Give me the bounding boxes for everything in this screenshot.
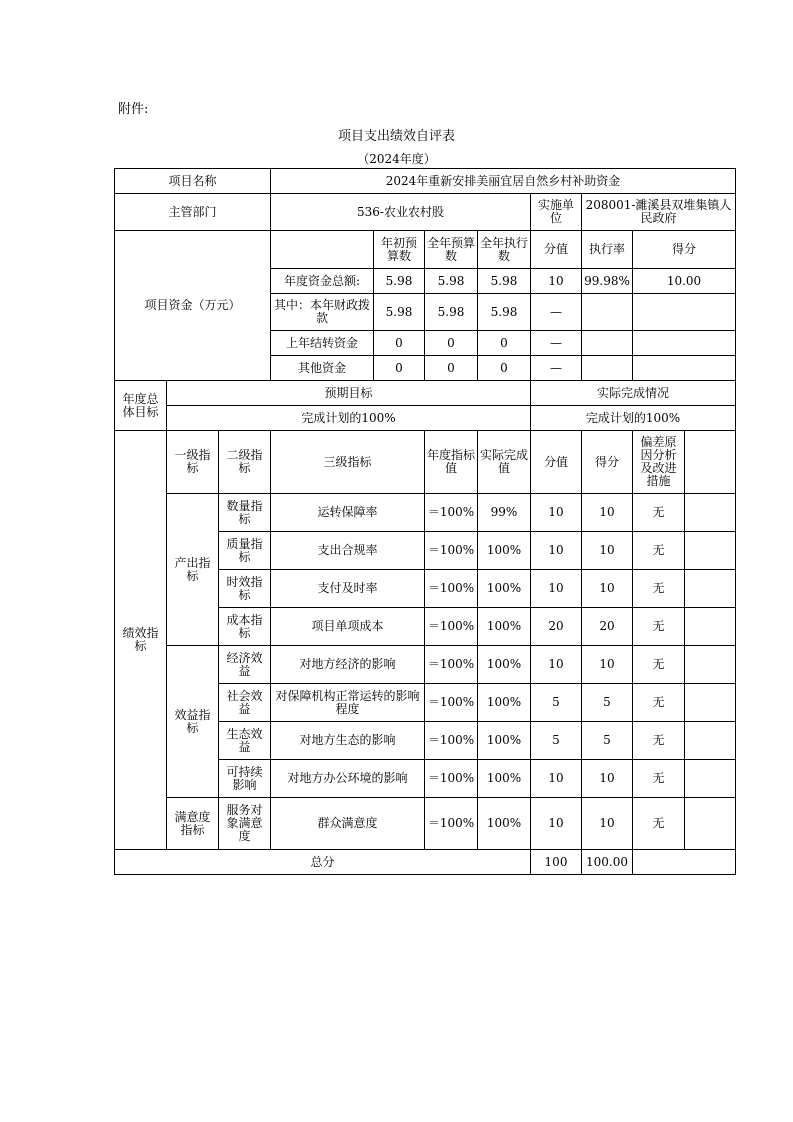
dept-value: 536-农业农村股 [271,194,531,231]
perf-target: ＝100% [425,684,478,722]
funds-row-name: 年度资金总额: [271,269,374,294]
funds-header-score-value: 分值 [531,231,582,269]
perf-header-level3: 三级指标 [271,431,425,494]
perf-target: ＝100% [425,608,478,646]
funds-header-rate: 执行率 [582,231,633,269]
perf-note: 无 [633,608,685,646]
funds-header-row [115,231,736,269]
attachment-label: 附件: [118,102,149,117]
perf-score-value: 20 [531,608,582,646]
perf-l2: 时效指标 [219,570,271,608]
funds-header-budget-year: 全年预算数 [425,231,478,269]
perf-actual: 99% [478,494,531,532]
perf-score-value: 10 [531,532,582,570]
year-label: （2024年度） [357,152,436,166]
perf-target: ＝100% [425,722,478,760]
perf-score: 10 [582,570,633,608]
perf-score: 10 [582,494,633,532]
perf-score-value: 10 [531,798,582,850]
perf-target: ＝100% [425,570,478,608]
perf-blank [685,684,736,722]
perf-header-deviation: 偏差原因分析及改进措施 [633,431,685,494]
perf-actual: 100% [478,760,531,798]
perf-group-output: 产出指标 [167,494,219,646]
perf-blank [685,722,736,760]
perf-score: 5 [582,722,633,760]
perf-note: 无 [633,684,685,722]
project-name-value: 2024年重新安排美丽宜居自然乡村补助资金 [271,169,736,194]
perf-l3: 支出合规率 [271,532,425,570]
perf-l3: 对地方经济的影响 [271,646,425,684]
perf-l3: 项目单项成本 [271,608,425,646]
impl-label: 实施单位 [531,194,582,231]
funds-rate [582,294,633,331]
total-label: 总分 [115,850,531,875]
perf-note: 无 [633,646,685,684]
goals-expected-value: 完成计划的100% [167,406,531,431]
funds-budget-start: 5.98 [374,269,425,294]
funds-header-executed: 全年执行数 [478,231,531,269]
perf-actual: 100% [478,798,531,850]
perf-header-level1: 一级指标 [167,431,219,494]
total-score-value: 100 [531,850,582,875]
goals-expected-label: 预期目标 [167,381,531,406]
perf-blank [685,570,736,608]
perf-note: 无 [633,760,685,798]
perf-note: 无 [633,532,685,570]
funds-rate [582,331,633,356]
perf-actual: 100% [478,646,531,684]
funds-executed: 0 [478,356,531,381]
goals-header-row [115,381,736,406]
perf-score-value: 5 [531,722,582,760]
goals-value-row [115,406,736,431]
funds-budget-start: 0 [374,331,425,356]
funds-score-value: — [531,294,582,331]
funds-rate [582,356,633,381]
funds-score-value: — [531,331,582,356]
funds-executed: 5.98 [478,294,531,331]
perf-l3: 运转保障率 [271,494,425,532]
project-name-row [115,169,736,194]
perf-score-value: 10 [531,570,582,608]
perf-target: ＝100% [425,798,478,850]
perf-actual: 100% [478,684,531,722]
perf-l3: 群众满意度 [271,798,425,850]
funds-budget-year: 0 [425,331,478,356]
funds-header-budget-start: 年初预算数 [374,231,425,269]
perf-header-level2: 二级指标 [219,431,271,494]
funds-rate: 99.98% [582,269,633,294]
perf-target: ＝100% [425,760,478,798]
perf-score: 20 [582,608,633,646]
perf-l3: 支付及时率 [271,570,425,608]
perf-header-row [115,431,736,494]
perf-l2: 生态效益 [219,722,271,760]
perf-blank [685,760,736,798]
perf-blank [685,646,736,684]
perf-score: 5 [582,684,633,722]
funds-label: 项目资金（万元） [115,231,271,381]
perf-actual: 100% [478,570,531,608]
perf-target: ＝100% [425,532,478,570]
perf-note: 无 [633,722,685,760]
funds-row-name: 其中：本年财政拨款 [271,294,374,331]
dept-label: 主管部门 [115,194,271,231]
perf-group-satisfaction: 满意度指标 [167,798,219,850]
goals-label: 年度总体目标 [115,381,167,431]
funds-executed: 0 [478,331,531,356]
total-blank [633,850,736,875]
funds-row-name: 上年结转资金 [271,331,374,356]
perf-actual: 100% [478,608,531,646]
perf-header-target: 年度指标值 [425,431,478,494]
impl-value: 208001-濉溪县双堆集镇人民政府 [582,194,736,231]
funds-score: 10.00 [633,269,736,294]
perf-blank [685,608,736,646]
funds-score [633,294,736,331]
funds-score [633,356,736,381]
perf-row [115,646,736,684]
perf-score-value: 10 [531,646,582,684]
total-score: 100.00 [582,850,633,875]
perf-blank [685,532,736,570]
funds-header-score: 得分 [633,231,736,269]
perf-l3: 对地方办公环境的影响 [271,760,425,798]
perf-l3: 对地方生态的影响 [271,722,425,760]
perf-l2: 质量指标 [219,532,271,570]
perf-actual: 100% [478,722,531,760]
perf-note: 无 [633,798,685,850]
perf-note: 无 [633,494,685,532]
goals-actual-label: 实际完成情况 [531,381,736,406]
perf-score-value: 5 [531,684,582,722]
funds-score [633,331,736,356]
perf-target: ＝100% [425,494,478,532]
funds-row-name: 其他资金 [271,356,374,381]
project-name-label: 项目名称 [115,169,271,194]
funds-budget-year: 0 [425,356,478,381]
perf-header-blank [685,431,736,494]
perf-blank [685,798,736,850]
perf-score-value: 10 [531,494,582,532]
funds-budget-year: 5.98 [425,269,478,294]
perf-group-benefit: 效益指标 [167,646,219,798]
funds-score-value: — [531,356,582,381]
funds-header-blank [271,231,374,269]
goals-actual-value: 完成计划的100% [531,406,736,431]
funds-executed: 5.98 [478,269,531,294]
evaluation-table [114,168,736,875]
perf-label: 绩效指标 [115,431,167,850]
perf-note: 无 [633,570,685,608]
funds-score-value: 10 [531,269,582,294]
perf-header-score-value: 分值 [531,431,582,494]
perf-l2: 社会效益 [219,684,271,722]
perf-l2: 成本指标 [219,608,271,646]
perf-score: 10 [582,760,633,798]
perf-row [115,798,736,850]
perf-blank [685,494,736,532]
funds-budget-start: 5.98 [374,294,425,331]
total-row [115,850,736,875]
perf-actual: 100% [478,532,531,570]
perf-score-value: 10 [531,760,582,798]
perf-score: 10 [582,532,633,570]
perf-row [115,494,736,532]
perf-target: ＝100% [425,646,478,684]
funds-budget-year: 5.98 [425,294,478,331]
perf-l3: 对保障机构正常运转的影响程度 [271,684,425,722]
perf-l2: 服务对象满意度 [219,798,271,850]
perf-l2: 数量指标 [219,494,271,532]
dept-row [115,194,736,231]
funds-budget-start: 0 [374,356,425,381]
page-title: 项目支出绩效自评表 [337,129,455,144]
perf-l2: 经济效益 [219,646,271,684]
perf-score: 10 [582,646,633,684]
perf-header-actual: 实际完成值 [478,431,531,494]
perf-header-score: 得分 [582,431,633,494]
perf-score: 10 [582,798,633,850]
perf-l2: 可持续影响 [219,760,271,798]
